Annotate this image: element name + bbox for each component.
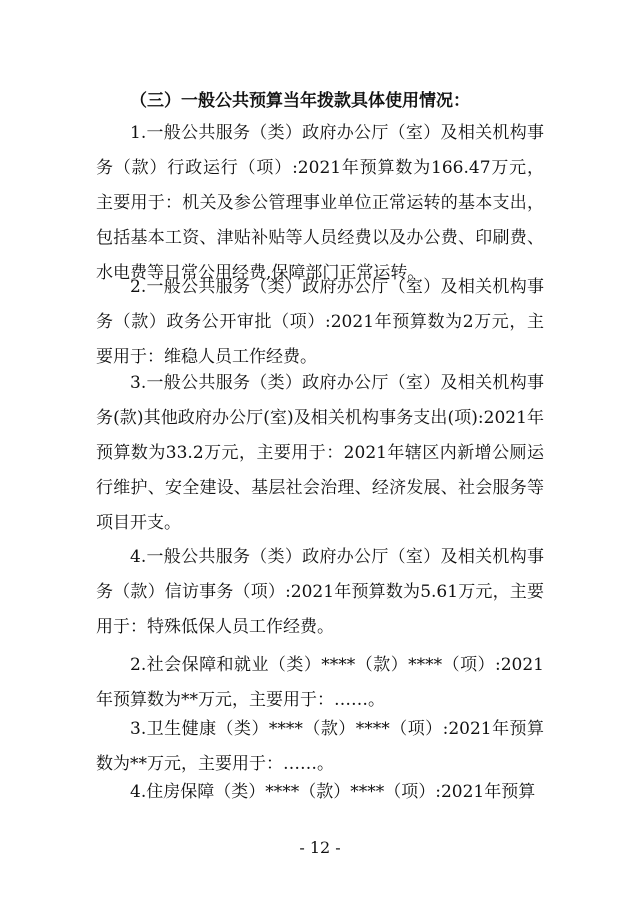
paragraph-4: 4.一般公共服务（类）政府办公厅（室）及相关机构事务（款）信访事务（项）:2021年预算数为5.61万元，主要用于：特殊低保人员工作经费。	[96, 547, 544, 637]
paragraph-3: 3.一般公共服务（类）政府办公厅（室）及相关机构事务(款)其他政府办公厅(室)及相关机构事务支出(项):2021年预算数为33.2万元，主要用于：2021年辖区内新增公厕运行维护、安全建设、基层社会治理、经济发展、社会服务等项目开支。	[96, 373, 544, 533]
page-number: - 12 -	[299, 838, 341, 857]
paragraph-6: 3.卫生健康（类）****（款）****（项）:2021年预算数为**万元，主要用于：……。	[96, 719, 544, 774]
section-heading: （三）一般公共预算当年拨款具体使用情况：	[130, 91, 470, 111]
paragraph-7: 4.住房保障（类）****（款）****（项）:2021年预算	[130, 782, 536, 802]
paragraph-1: 1.一般公共服务（类）政府办公厅（室）及相关机构事务（款）行政运行（项）:2021年预算数为166.47万元，主要用于：机关及参公管理事业单位正常运转的基本支出，包括基本工资、津贴补贴等人员经费以及办公费、印刷费、水电费等日常公用经费,保障部门正常运转。	[96, 123, 544, 283]
paragraph-5: 2.社会保障和就业（类）****（款）****（项）:2021年预算数为**万元，主要用于：……。	[96, 655, 544, 710]
paragraph-2: 2.一般公共服务（类）政府办公厅（室）及相关机构事务（款）政务公开审批（项）:2021年预算数为2万元，主要用于：维稳人员工作经费。	[96, 277, 544, 367]
